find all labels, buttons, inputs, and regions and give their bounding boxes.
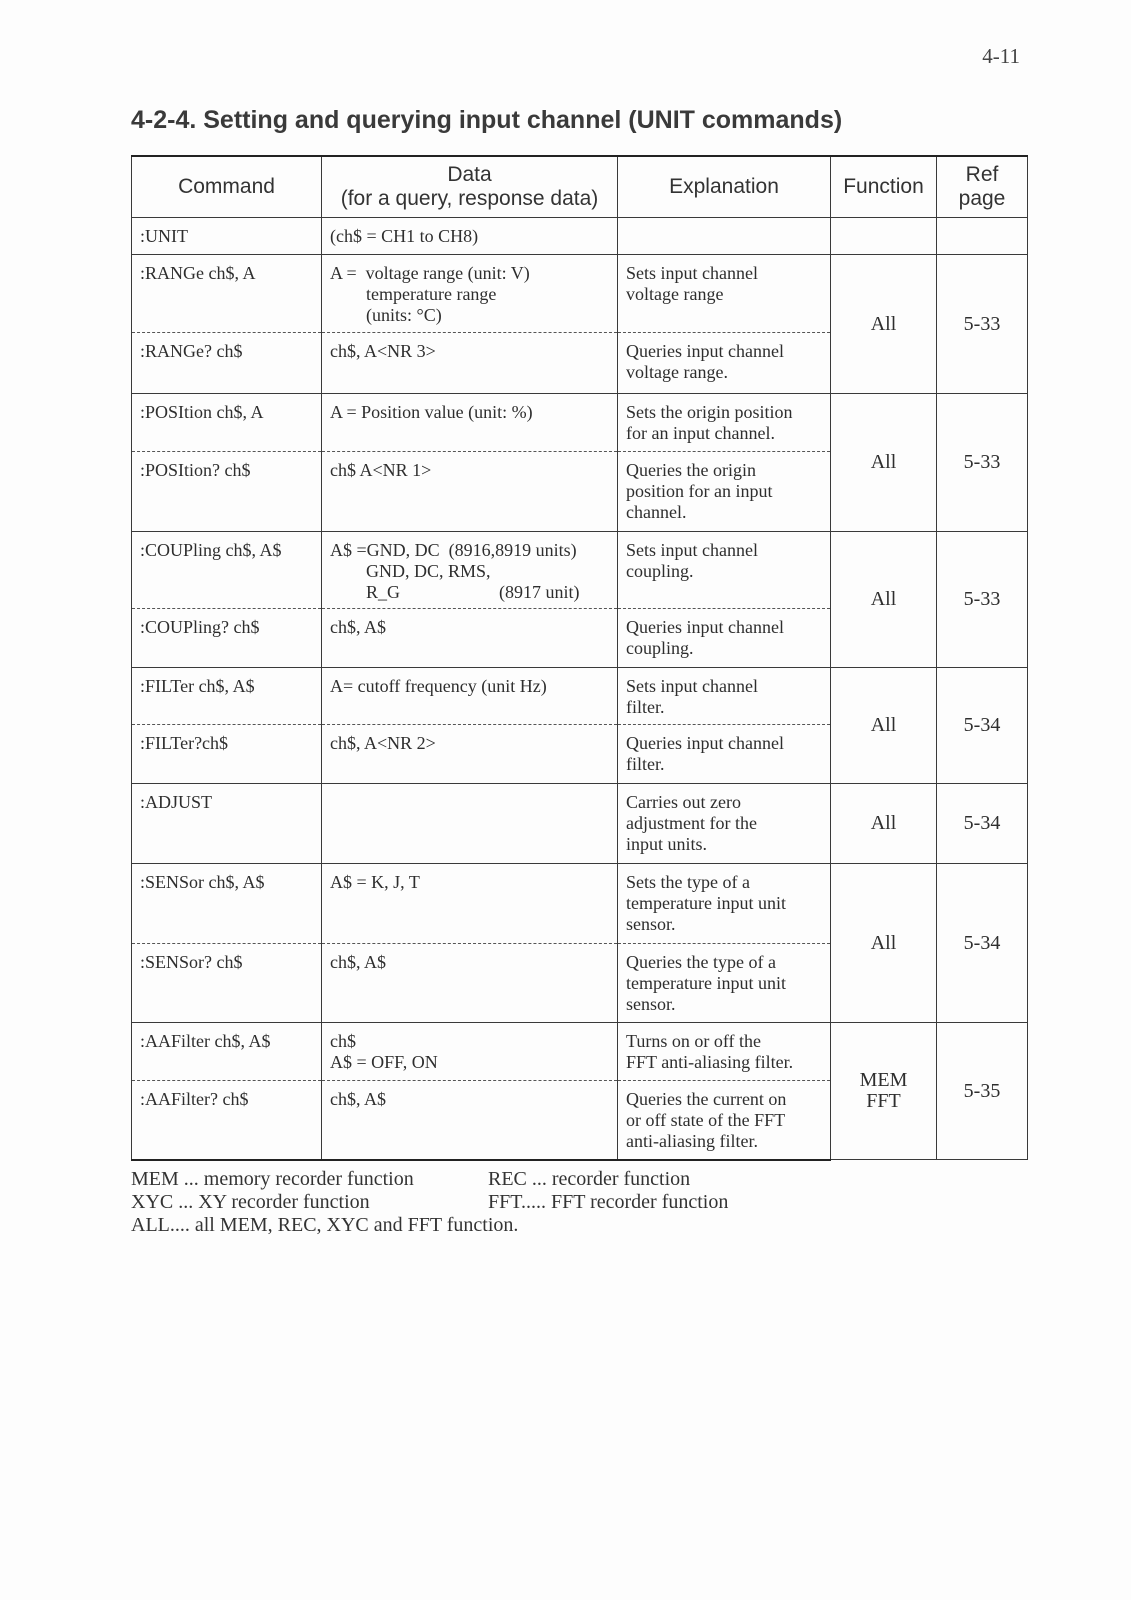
ref-page-cell: 5-33 — [937, 394, 1028, 532]
unit-function — [831, 218, 937, 255]
data-cell: A = Position value (unit: %) — [322, 394, 618, 452]
function-legend — [131, 1168, 728, 1237]
data-cell: ch$, A$ — [322, 1081, 618, 1160]
explanation-cell: Queries input channel voltage range. — [618, 333, 831, 394]
table-row — [132, 394, 1028, 452]
data-cell: ch$ A<NR 1> — [322, 452, 618, 532]
ref-page-cell: 5-33 — [937, 532, 1028, 668]
command-cell: :POSItion? ch$ — [132, 452, 322, 532]
function-cell: All — [831, 784, 937, 864]
header-explanation: Explanation — [618, 156, 831, 218]
legend-all: ALL.... all MEM, REC, XYC and FFT function. — [131, 1214, 519, 1236]
function-cell: All — [831, 864, 937, 1023]
data-cell: A= cutoff frequency (unit Hz) — [322, 668, 618, 725]
ref-page-cell: 5-34 — [937, 864, 1028, 1023]
explanation-cell: Carries out zero adjustment for the input units. — [618, 784, 831, 864]
ref-page-cell: 5-34 — [937, 668, 1028, 784]
function-cell: All — [831, 255, 937, 394]
header-data-line1: Data — [447, 163, 492, 186]
data-cell: ch$ A$ = OFF, ON — [322, 1023, 618, 1081]
command-cell: :AAFilter ch$, A$ — [132, 1023, 322, 1081]
header-data-line2: (for a query, response data) — [340, 187, 599, 210]
table-row — [132, 668, 1028, 725]
command-cell: :COUPling? ch$ — [132, 609, 322, 668]
explanation-cell: Sets input channel coupling. — [618, 532, 831, 609]
command-cell: :RANGe ch$, A — [132, 255, 322, 333]
table-row — [132, 255, 1028, 333]
explanation-cell: Sets input channel voltage range — [618, 255, 831, 333]
explanation-cell: Queries the origin position for an input channel. — [618, 452, 831, 532]
legend-mem: MEM ... memory recorder function — [131, 1168, 414, 1190]
header-ref-page: Ref page — [937, 156, 1028, 218]
command-cell: :COUPling ch$, A$ — [132, 532, 322, 609]
explanation-cell: Sets the type of a temperature input unit sensor. — [618, 864, 831, 944]
command-cell: :RANGe? ch$ — [132, 333, 322, 394]
header-function: Function — [831, 156, 937, 218]
ref-page-cell: 5-35 — [937, 1023, 1028, 1160]
legend-rec: REC ... recorder function — [488, 1168, 691, 1190]
data-cell: A$ = K, J, T — [322, 864, 618, 944]
unit-row — [132, 218, 1028, 255]
section-title: 4-2-4. Setting and querying input channel (UNIT commands) — [131, 106, 843, 134]
data-cell — [322, 784, 618, 864]
data-cell: ch$, A<NR 2> — [322, 725, 618, 784]
unit-data: (ch$ = CH1 to CH8) — [322, 218, 618, 255]
explanation-cell: Queries input channel filter. — [618, 725, 831, 784]
unit-command: :UNIT — [132, 218, 322, 255]
explanation-cell: Turns on or off the FFT anti-aliasing filter. — [618, 1023, 831, 1081]
command-cell: :FILTer ch$, A$ — [132, 668, 322, 725]
table-row — [132, 532, 1028, 609]
command-cell: :AAFilter? ch$ — [132, 1081, 322, 1160]
explanation-cell: Queries the type of a temperature input unit sensor. — [618, 944, 831, 1023]
table-header-row — [132, 156, 1028, 218]
ref-page-cell: 5-34 — [937, 784, 1028, 864]
table-row — [132, 1023, 1028, 1081]
page-number: 4-11 — [982, 44, 1020, 68]
command-cell: :SENSor? ch$ — [132, 944, 322, 1023]
explanation-cell: Queries input channel coupling. — [618, 609, 831, 668]
legend-row — [131, 1191, 728, 1214]
function-cell: All — [831, 394, 937, 532]
function-cell: All — [831, 668, 937, 784]
data-cell: ch$, A<NR 3> — [322, 333, 618, 394]
table-row — [132, 784, 1028, 864]
command-cell: :FILTer?ch$ — [132, 725, 322, 784]
legend-row — [131, 1214, 728, 1237]
unit-ref — [937, 218, 1028, 255]
function-cell: All — [831, 532, 937, 668]
ref-page-cell: 5-33 — [937, 255, 1028, 394]
command-cell: :ADJUST — [132, 784, 322, 864]
explanation-cell: Queries the current on or off state of the FFT anti-aliasing filter. — [618, 1081, 831, 1160]
command-cell: :SENSor ch$, A$ — [132, 864, 322, 944]
legend-row — [131, 1168, 728, 1191]
command-cell: :POSItion ch$, A — [132, 394, 322, 452]
table-row — [132, 864, 1028, 944]
data-cell: A$ =GND, DC (8916,8919 units) GND, DC, RMS, R_G (8917 unit) — [322, 532, 618, 609]
data-cell: ch$, A$ — [322, 944, 618, 1023]
function-cell: MEM FFT — [831, 1023, 937, 1160]
unit-explanation — [618, 218, 831, 255]
header-data — [322, 156, 618, 218]
header-command: Command — [132, 156, 322, 218]
explanation-cell: Sets input channel filter. — [618, 668, 831, 725]
data-cell: A = voltage range (unit: V) temperature range (units: °C) — [322, 255, 618, 333]
legend-xyc: XYC ... XY recorder function — [131, 1191, 370, 1213]
unit-commands-table — [131, 155, 1028, 1161]
legend-fft: FFT..... FFT recorder function — [488, 1191, 729, 1213]
data-cell: ch$, A$ — [322, 609, 618, 668]
explanation-cell: Sets the origin position for an input channel. — [618, 394, 831, 452]
